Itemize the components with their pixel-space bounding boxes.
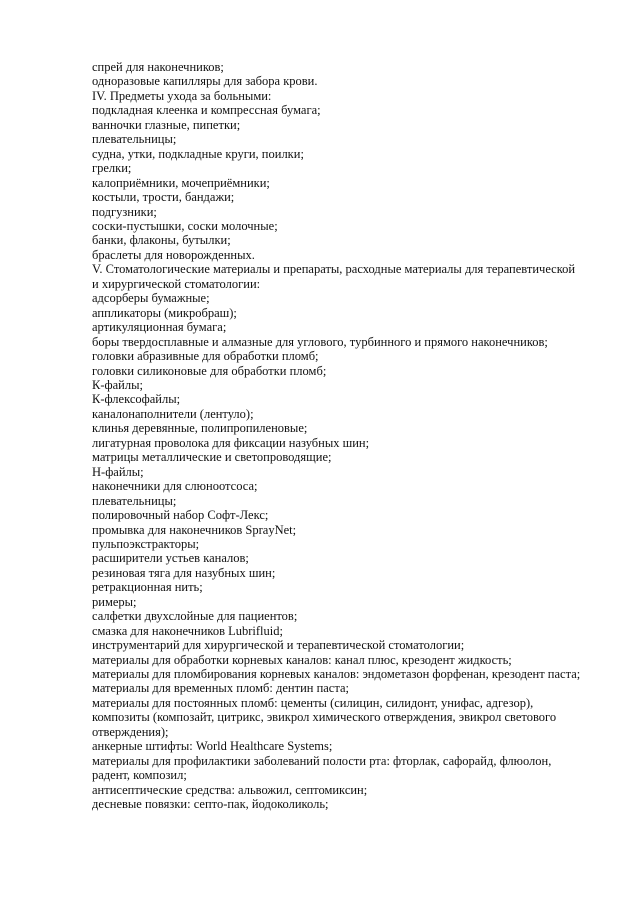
text-line: браслеты для новорожденных. <box>92 247 255 262</box>
text-line: инструментарий для хирургической и терапевтической стоматологии; <box>92 638 465 653</box>
text-line: головки абразивные для обработки пломб; <box>92 349 319 364</box>
text-line: грелки; <box>92 161 132 176</box>
text-line: одноразовые капилляры для забора крови. <box>92 74 318 89</box>
text-line: ретракционная нить; <box>92 580 203 595</box>
text-line: V. Стоматологические материалы и препараты, расходные материалы для терапевтической <box>92 262 576 277</box>
text-line: радент, композил; <box>92 768 187 783</box>
text-line: Н-файлы; <box>92 464 144 479</box>
text-line: плевательницы; <box>92 493 177 508</box>
text-line: К-файлы; <box>92 377 143 392</box>
text-line: полировочный набор Софт-Лекс; <box>92 508 269 523</box>
text-line: материалы для обработки корневых каналов: канал плюс, крезодент жидкость; <box>92 652 512 667</box>
text-line: римеры; <box>92 594 137 609</box>
text-line: композиты (композайт, цитрикс, эвикрол химического отверждения, эвикрол светового <box>92 710 557 725</box>
text-line: К-флексофайлы; <box>92 392 181 407</box>
text-line: резиновая тяга для назубных шин; <box>92 565 276 580</box>
text-line: материалы для временных пломб: дентин паста; <box>92 681 349 696</box>
text-line: банки, флаконы, бутылки; <box>92 233 231 248</box>
text-line: салфетки двухслойные для пациентов; <box>92 609 298 624</box>
text-line: лигатурная проволока для фиксации назубных шин; <box>92 435 370 450</box>
text-line: десневые повязки: септо-пак, йодоколиколь; <box>92 797 329 812</box>
text-line: IV. Предметы ухода за больными: <box>92 88 272 103</box>
text-line: материалы для пломбирования корневых каналов: эндометазон форфенан, крезодент паста; <box>92 667 581 682</box>
text-line: плевательницы; <box>92 132 177 147</box>
text-line: и хирургической стоматологии: <box>92 276 261 291</box>
text-line: промывка для наконечников SprayNet; <box>92 522 297 537</box>
text-line: материалы для профилактики заболеваний полости рта: фторлак, сафорайд, флюолон, <box>92 753 552 768</box>
text-line: костыли, трости, бандажи; <box>92 190 235 205</box>
text-line: подкладная клеенка и компрессная бумага; <box>92 103 321 118</box>
text-line: материалы для постоянных пломб: цементы (силицин, силидонт, унифас, адгезор), <box>92 695 534 710</box>
text-line: головки силиконовые для обработки пломб; <box>92 363 327 378</box>
text-line: наконечники для слюноотсоса; <box>92 479 258 494</box>
text-line: антисептические средства: альвожил, септомиксин; <box>92 782 368 797</box>
text-line: отверждения); <box>92 724 169 739</box>
text-line: смазка для наконечников Lubrifluid; <box>92 623 283 638</box>
text-line: соски-пустышки, соски молочные; <box>92 218 278 233</box>
text-line: аппликаторы (микробраш); <box>92 305 237 320</box>
text-line: артикуляционная бумага; <box>92 320 227 335</box>
text-line: матрицы металлические и светопроводящие; <box>92 450 332 465</box>
text-line: клинья деревянные, полипропиленовые; <box>92 421 308 436</box>
text-line: калоприёмники, мочеприёмники; <box>92 175 270 190</box>
text-line: каналонаполнители (лентуло); <box>92 406 254 421</box>
text-line: судна, утки, подкладные круги, поилки; <box>92 146 304 161</box>
text-line: подгузники; <box>92 204 157 219</box>
text-line: пульпоэкстракторы; <box>92 536 200 551</box>
text-line: спрей для наконечников; <box>92 60 224 74</box>
text-line: адсорберы бумажные; <box>92 291 210 306</box>
text-line: боры твердосплавные и алмазные для углового, турбинного и прямого наконечников; <box>92 334 548 349</box>
document-page <box>92 60 622 812</box>
text-line: анкерные штифты: World Healthcare Systems; <box>92 739 333 754</box>
text-line: расширители устьев каналов; <box>92 551 249 566</box>
text-line: ванночки глазные, пипетки; <box>92 117 241 132</box>
